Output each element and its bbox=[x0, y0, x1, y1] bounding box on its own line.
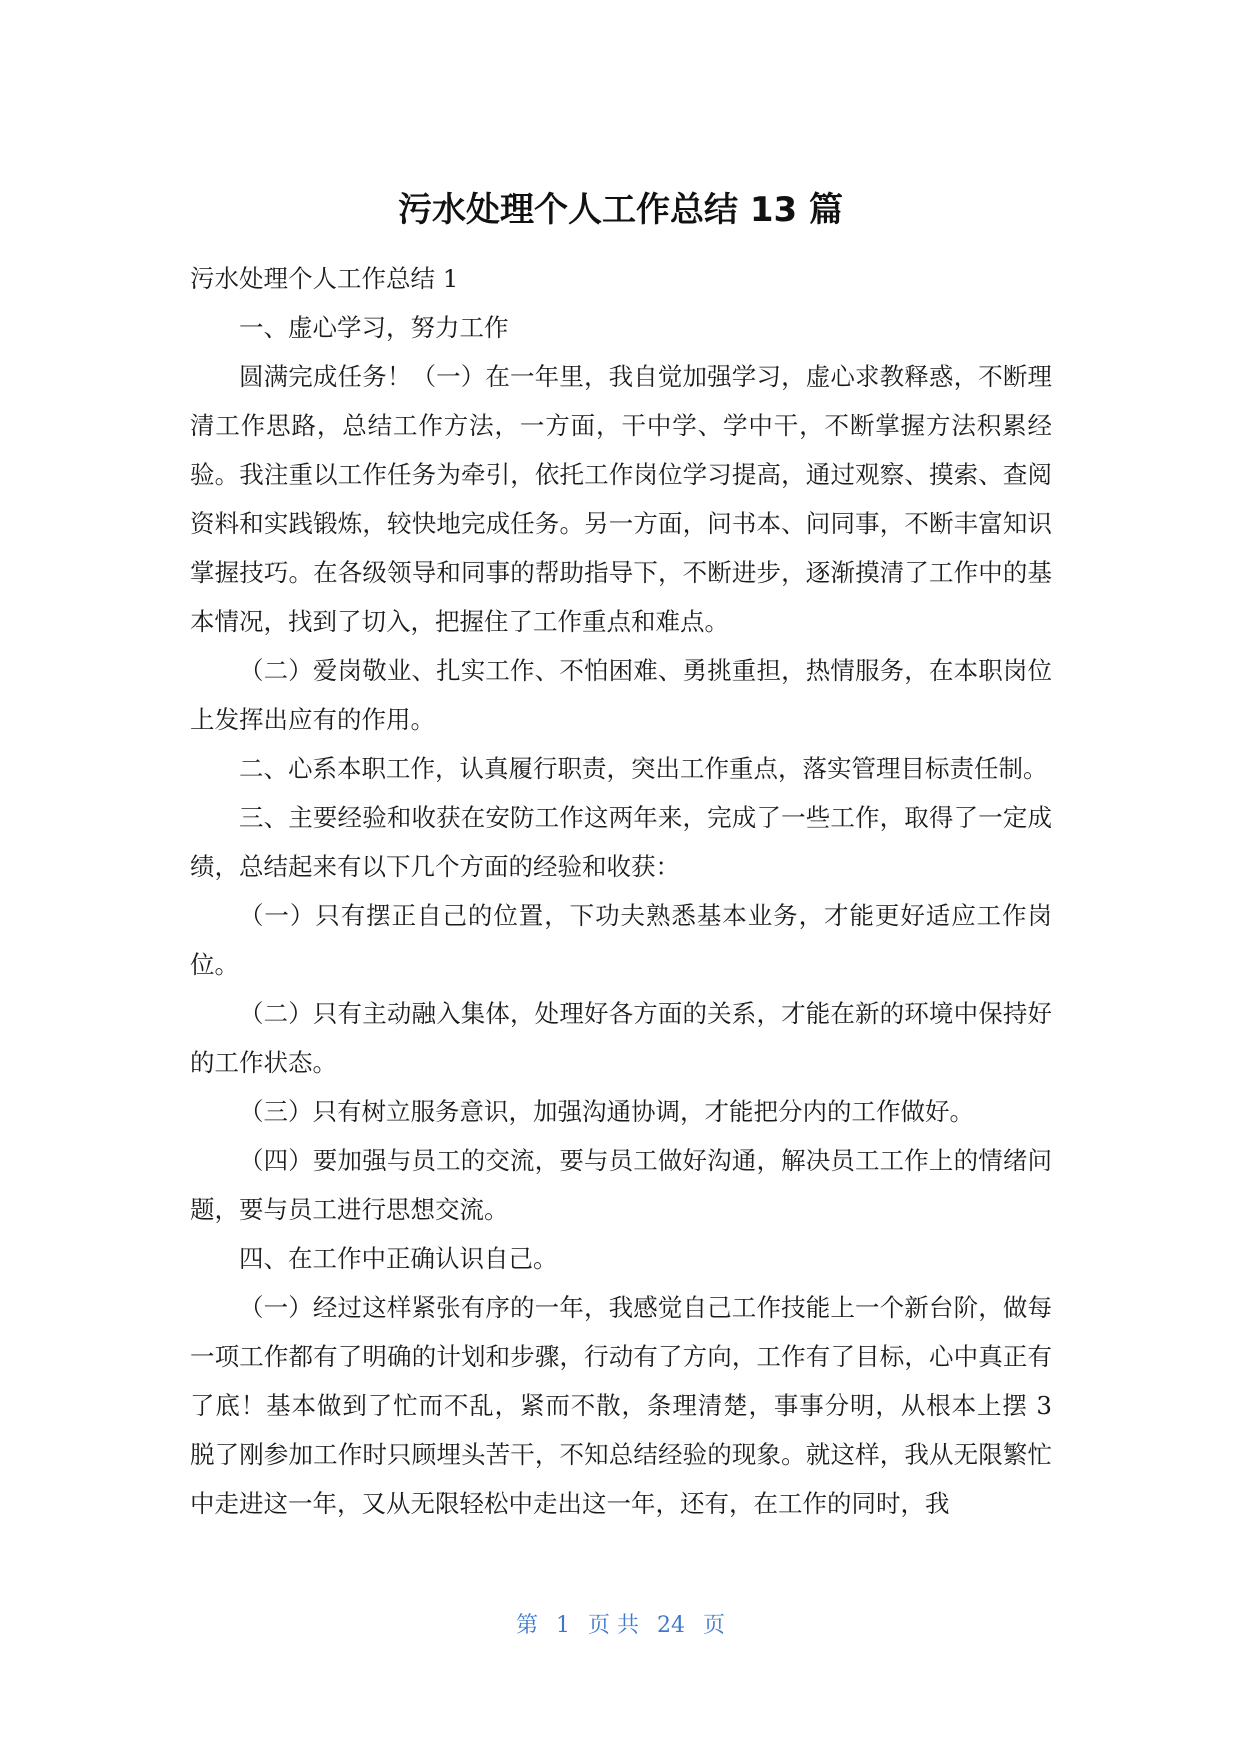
paragraph: （二）爱岗敬业、扎实工作、不怕困难、勇挑重担，热情服务，在本职岗位上发挥出应有的作用。 bbox=[190, 656, 1052, 734]
paragraph: （一）经过这样紧张有序的一年，我感觉自己工作技能上一个新台阶，做每一项工作都有了明确的计划和步骤，行动有了方向，工作有了目标，心中真正有了底！基本做到了忙而不乱，紧而不散，条理清楚，事事分明，从根本上摆 3 脱了刚参加工作时只顾埋头苦干，不知总结经验的现象。就这样，我从无限繁忙中走进这一年，又从无限轻松中走出这一年，还有，在工作的同时，我 bbox=[190, 1293, 1052, 1518]
paragraph: 二、心系本职工作，认真履行职责，突出工作重点，落实管理目标责任制。 bbox=[239, 754, 1048, 783]
paragraph: 四、在工作中正确认识自己。 bbox=[239, 1244, 558, 1273]
footer-page-end-label: 页 bbox=[703, 1613, 726, 1638]
page-footer bbox=[0, 1610, 1241, 1642]
document-title: 污水处理个人工作总结 13 篇 bbox=[398, 190, 843, 230]
footer-current-page: 1 bbox=[556, 1613, 570, 1638]
footer-page-label: 第 bbox=[515, 1613, 538, 1638]
section-heading: 污水处理个人工作总结 1 bbox=[190, 264, 459, 293]
paragraph: （二）只有主动融入集体，处理好各方面的关系，才能在新的环境中保持好的工作状态。 bbox=[190, 999, 1052, 1077]
paragraph: 三、主要经验和收获在安防工作这两年来，完成了一些工作，取得了一定成绩，总结起来有以下几个方面的经验和收获： bbox=[190, 803, 1052, 881]
footer-page-of-label: 页 共 bbox=[588, 1613, 639, 1638]
paragraph: （一）只有摆正自己的位置，下功夫熟悉基本业务，才能更好适应工作岗位。 bbox=[190, 901, 1052, 979]
paragraph: （三）只有树立服务意识，加强沟通协调，才能把分内的工作做好。 bbox=[239, 1097, 974, 1126]
paragraph: 圆满完成任务！（一）在一年里，我自觉加强学习，虚心求教释惑，不断理清工作思路，总结工作方法，一方面，干中学、学中干，不断掌握方法积累经验。我注重以工作任务为牵引，依托工作岗位学习提高，通过观察、摸索、查阅资料和实践锻炼，较快地完成任务。另一方面，问书本、问同事，不断丰富知识掌握技巧。在各级领导和同事的帮助指导下，不断进步，逐渐摸清了工作中的基本情况，找到了切入，把握住了工作重点和难点。 bbox=[190, 362, 1052, 636]
paragraph: （四）要加强与员工的交流，要与员工做好沟通，解决员工工作上的情绪问题，要与员工进行思想交流。 bbox=[190, 1146, 1052, 1224]
document-body bbox=[190, 254, 1052, 1528]
footer-total-pages: 24 bbox=[657, 1613, 685, 1638]
paragraph: 一、虚心学习，努力工作 bbox=[239, 313, 509, 342]
